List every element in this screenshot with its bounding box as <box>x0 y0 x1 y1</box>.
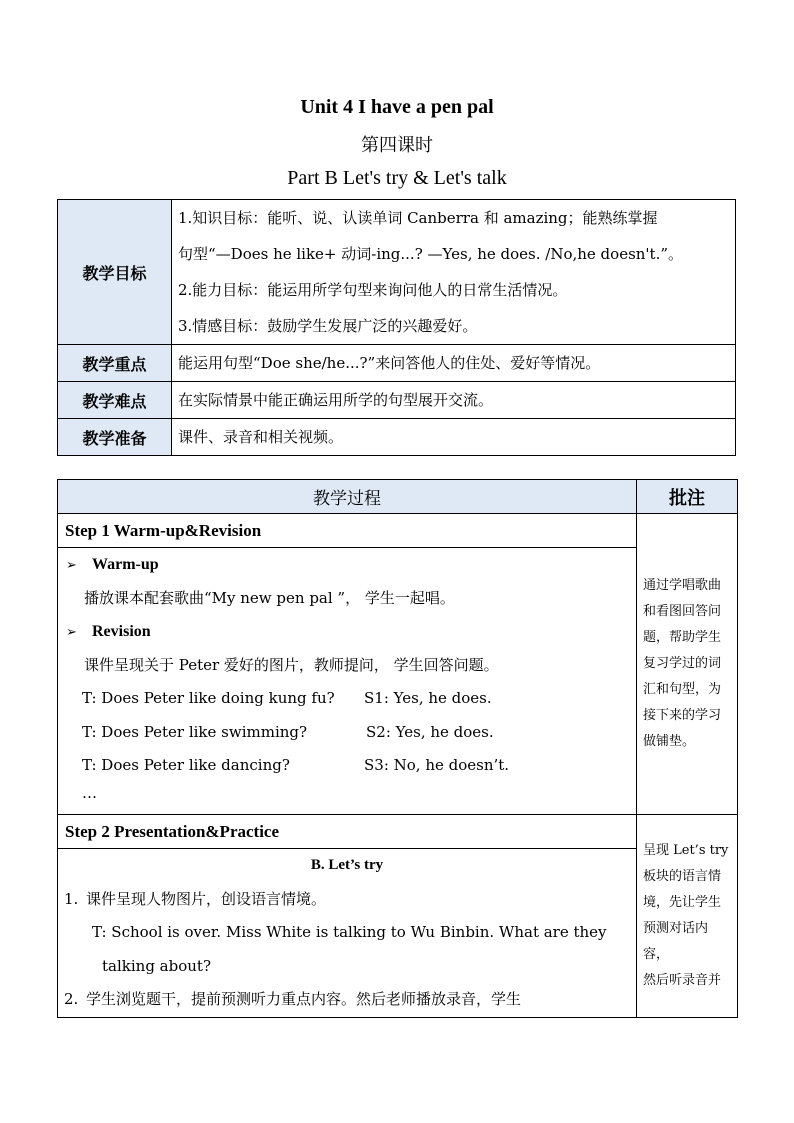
objectives-row-preparation <box>58 419 736 456</box>
note-line: 题，帮助学生 <box>643 630 722 645</box>
note-line: 汇和句型，为 <box>643 682 722 697</box>
step2-item-1: 1. 课件呈现人物图片，创设语言情境。 <box>64 889 327 908</box>
step2-body-row <box>58 849 738 1018</box>
step1-body-row <box>58 548 738 815</box>
step2-item-1-line3: talking about? <box>102 956 211 975</box>
goal-line: 3.情感目标：鼓励学生发展广泛的兴趣爱好。 <box>178 317 478 335</box>
revision-text: 课件呈现关于 Peter 爱好的图片，教师提问， 学生回答问题。 <box>84 655 499 674</box>
process-header-row <box>58 480 738 514</box>
note-line: 做铺垫。 <box>643 734 696 749</box>
goal-line: 2.能力目标：能运用所学句型来询问他人的日常生活情况。 <box>178 281 568 299</box>
step2-body <box>58 849 637 1018</box>
note-line: 复习学过的词 <box>643 656 722 671</box>
process-table <box>57 479 738 1018</box>
note-line: 预测对话内容， <box>643 920 709 962</box>
note-line: 然后听录音并 <box>643 972 722 988</box>
note-line: 呈现 Let’s try <box>643 842 729 858</box>
part-title: Part B Let's try & Let's talk <box>287 167 507 189</box>
note-line: 通过学唱歌曲 <box>643 578 722 593</box>
dialogue-line: T: Does Peter like doing kung fu? S1: Yes, he does. <box>82 689 492 707</box>
warmup-text: 播放课本配套歌曲“My new pen pal ”， 学生一起唱。 <box>84 588 455 607</box>
step1-note <box>637 514 738 815</box>
lets-try-heading: B. Let’s try <box>310 857 384 873</box>
unit-title: Unit 4 I have a pen pal <box>300 96 494 118</box>
revision-heading: ➢ Revision <box>58 615 636 649</box>
ellipsis: … <box>82 783 97 802</box>
row-label: 教学目标 <box>58 200 172 345</box>
note-line: 和看图回答问 <box>643 604 722 619</box>
row-content <box>172 200 736 345</box>
step1-body <box>58 548 637 815</box>
step2-title-row <box>58 815 738 849</box>
row-label: 教学重点 <box>58 345 172 382</box>
step2-item-1-line2: T: School is over. Miss White is talking to Wu Binbin. What are they <box>92 923 607 941</box>
goal-line: 1.知识目标：能听、说、认读单词 Canberra 和 amazing；能熟练掌握 <box>178 209 658 227</box>
step2-item-2: 2. 学生浏览题干，提前预测听力重点内容。然后老师播放录音，学生 <box>64 990 522 1008</box>
process-header: 教学过程 <box>58 480 637 514</box>
row-label: 教学难点 <box>58 382 172 419</box>
objectives-row-difficulties <box>58 382 736 419</box>
note-line: 境，先让学生 <box>643 894 722 910</box>
row-content: 能运用句型“Doe she/he...?”来问答他人的住处、爱好等情况。 <box>172 345 736 382</box>
warmup-heading: ➢ Warm-up <box>58 548 636 582</box>
notes-header: 批注 <box>637 480 738 514</box>
row-content: 课件、录音和相关视频。 <box>172 419 736 456</box>
goal-line: 句型“—Does he like+ 动词-ing...? —Yes, he does. /No,he doesn't.”。 <box>178 245 684 263</box>
lesson-title: 第四课时 <box>361 135 433 156</box>
objectives-row-key-points <box>58 345 736 382</box>
arrow-bullet-icon: ➢ <box>66 558 77 573</box>
arrow-bullet-icon: ➢ <box>66 625 77 640</box>
note-line: 接下来的学习 <box>643 708 722 723</box>
dialogue-line: T: Does Peter like dancing? S3: No, he doesn’t. <box>82 756 510 774</box>
dialogue-line: T: Does Peter like swimming? S2: Yes, he does. <box>82 722 494 741</box>
step2-title: Step 2 Presentation&Practice <box>58 815 637 849</box>
step1-title-row <box>58 514 738 548</box>
note-line: 板块的语言情 <box>643 868 722 884</box>
step1-title: Step 1 Warm-up&Revision <box>58 514 637 548</box>
objectives-row-goals <box>58 200 736 345</box>
step2-note <box>637 815 738 1018</box>
row-label: 教学准备 <box>58 419 172 456</box>
objectives-table <box>57 199 736 456</box>
row-content: 在实际情景中能正确运用所学的句型展开交流。 <box>172 382 736 419</box>
